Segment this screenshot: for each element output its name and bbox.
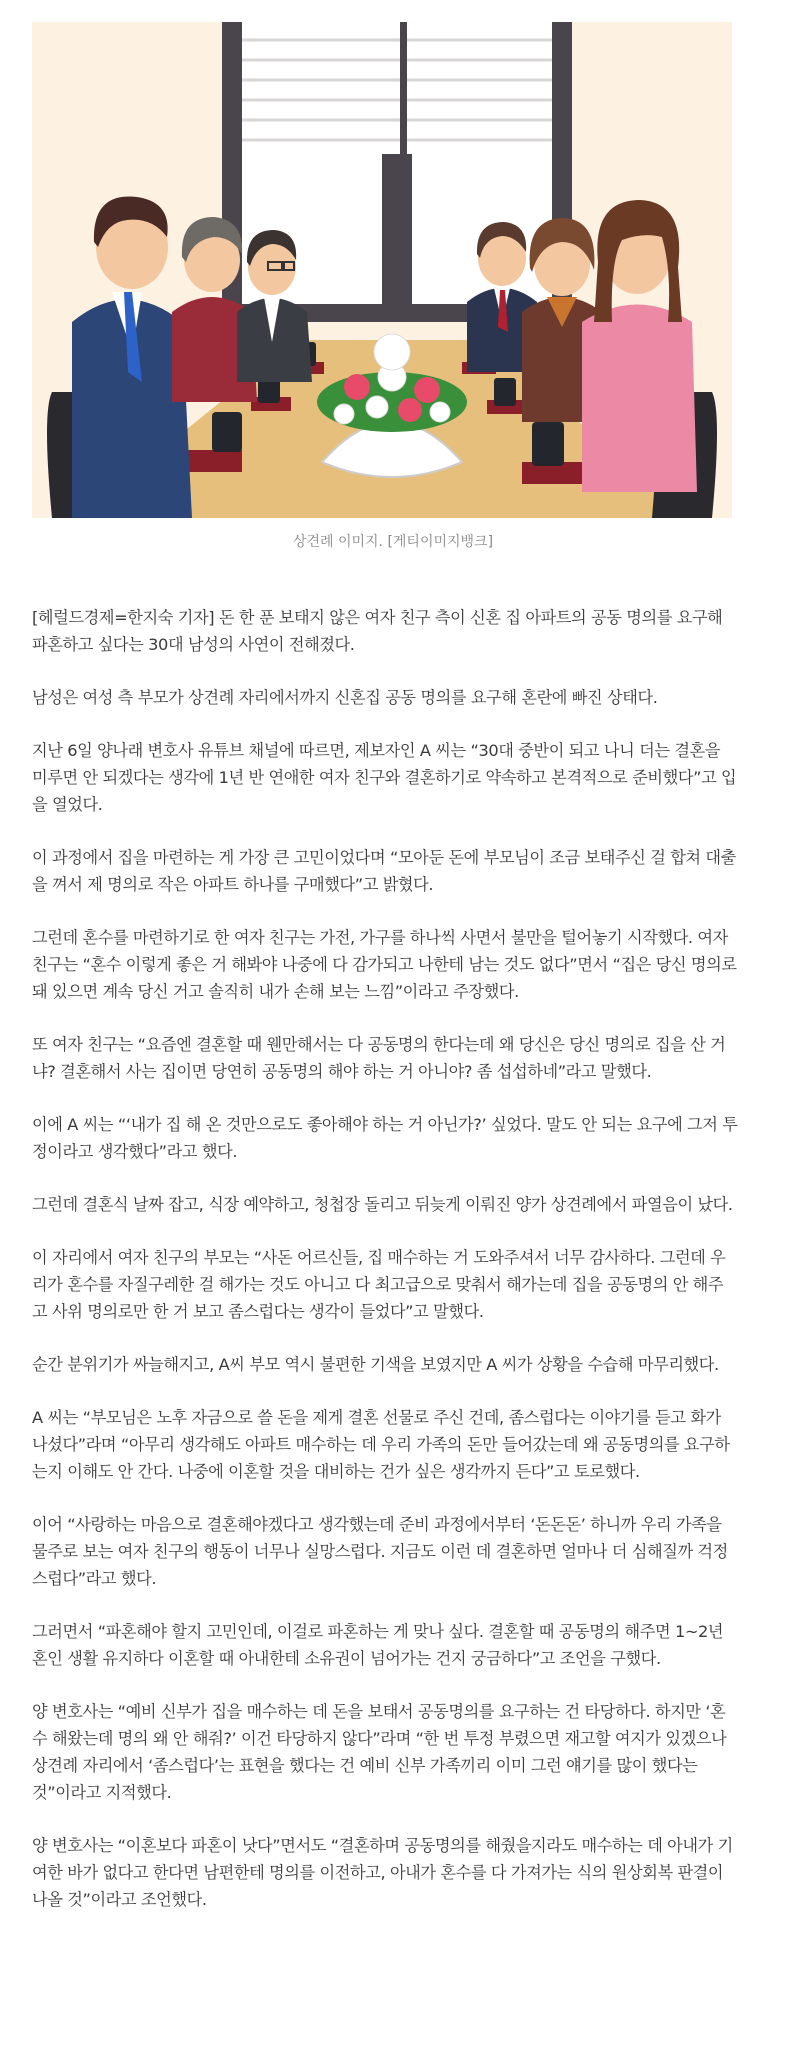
article-paragraph: 이에 A 씨는 “‘내가 집 해 온 것만으로도 좋아해야 하는 거 아닌가?’ 싶었다. 말도 안 되는 요구에 그저 투정이라고 생각했다”라고 했다. — [32, 1115, 738, 1161]
article-paragraph: 지난 6일 양나래 변호사 유튜브 채널에 따르면, 제보자인 A 씨는 “30대 중반이 되고 나니 더는 결혼을 미루면 안 되겠다는 생각에 1년 반 연애한 여자 친구와 결혼하기로 약속하고 본격적으로 준비했다”고 입을 열었다. — [32, 741, 737, 814]
article-paragraph: 남성은 여성 측 부모가 상견례 자리에서까지 신혼집 공동 명의를 요구해 혼란에 빠진 상태다. — [32, 688, 658, 707]
image-caption: 상견례 이미지. [게티이미지뱅크] — [292, 534, 494, 550]
article-paragraph: 그런데 혼수를 마련하기로 한 여자 친구는 가전, 가구를 하나씩 사면서 불만을 털어놓기 시작했다. 여자 친구는 “혼수 이렇게 좋은 거 해봐야 나중에 다 감가되고 나한테 남는 것도 없다”면서 “집은 당신 명의로 돼 있으면 계속 당신 거고 솔직히 내가 손해 보는 느낌”이라고 주장했다. — [32, 928, 737, 1001]
article-body — [32, 604, 738, 1939]
article-paragraph: 이 과정에서 집을 마련하는 게 가장 큰 고민이었다며 “모아둔 돈에 부모님이 조금 보태주신 걸 합쳐 대출을 껴서 제 명의로 작은 아파트 하나를 구매했다”고 밝혔다. — [32, 848, 736, 894]
article-paragraph: 이어 “사랑하는 마음으로 결혼해야겠다고 생각했는데 준비 과정에서부터 ‘돈돈돈’ 하니까 우리 가족을 물주로 보는 여자 친구의 행동이 너무나 실망스럽다. 지금도 이런 데 결혼하면 얼마나 더 심해질까 걱정스럽다”라고 했다. — [32, 1515, 728, 1588]
article-illustration — [32, 22, 732, 518]
article-paragraph: [헤럴드경제=한지숙 기자] 돈 한 푼 보태지 않은 여자 친구 측이 신혼 집 아파트의 공동 명의를 요구해 파혼하고 싶다는 30대 남성의 사연이 전해졌다. — [32, 608, 723, 654]
article-paragraph: A 씨는 “부모님은 노후 자금으로 쓸 돈을 제게 결혼 선물로 주신 건데, 좀스럽다는 이야기를 듣고 화가 나셨다”라며 “아무리 생각해도 아파트 매수하는 데 우리 가족의 돈만 들어갔는데 왜 공동명의를 요구하는지 이해도 안 간다. 나중에 이혼할 것을 대비하는 건가 싶은 생각까지 든다”고 토로했다. — [32, 1408, 730, 1481]
article-paragraph: 순간 분위기가 싸늘해지고, A씨 부모 역시 불편한 기색을 보였지만 A 씨가 상황을 수습해 마무리했다. — [32, 1355, 719, 1374]
article-paragraph: 양 변호사는 “이혼보다 파혼이 낫다”면서도 “결혼하며 공동명의를 해줬을지라도 매수하는 데 아내가 기여한 바가 없다고 한다면 남편한테 명의를 이전하고, 아내가 혼수를 다 가져가는 식의 원상회복 판결이 나올 것”이라고 조언했다. — [32, 1836, 733, 1909]
meeting-illustration — [32, 22, 732, 518]
window-blinds — [242, 22, 552, 154]
article-paragraph: 이 자리에서 여자 친구의 부모는 “사돈 어르신들, 집 매수하는 거 도와주셔서 너무 감사하다. 그런데 우리가 혼수를 자질구레한 걸 해가는 것도 아니고 다 최고급으로 맞춰서 해가는데 집을 공동명의 안 해주고 사위 명의로만 한 거 보고 좀스럽다는 생각이 들었다”고 말했다. — [32, 1248, 726, 1321]
article-paragraph: 양 변호사는 “예비 신부가 집을 매수하는 데 돈을 보태서 공동명의를 요구하는 건 타당하다. 하지만 ‘혼수 해왔는데 명의 왜 안 해줘?’ 이건 타당하지 않다”라며 “한 번 투정 부렸으면 재고할 여지가 있겠으나 상견례 자리에서 ‘좀스럽다’는 표현을 했다는 건 예비 신부 가족끼리 이미 그런 얘기를 많이 했다는 것”이라고 지적했다. — [32, 1702, 727, 1802]
article-paragraph: 그런데 결혼식 날짜 잡고, 식장 예약하고, 청첩장 돌리고 뒤늦게 이뤄진 양가 상견례에서 파열음이 났다. — [32, 1195, 733, 1214]
article-paragraph: 또 여자 친구는 “요즘엔 결혼할 때 웬만해서는 다 공동명의 한다는데 왜 당신은 당신 명의로 집을 산 거냐? 결혼해서 사는 집이면 당연히 공동명의 해야 하는 거 아니야? 좀 섭섭하네”라고 말했다. — [32, 1035, 726, 1081]
article-paragraph: 그러면서 “파혼해야 할지 고민인데, 이걸로 파혼하는 게 맞나 싶다. 결혼할 때 공동명의 해주면 1~2년 혼인 생활 유지하다 이혼할 때 아내한테 소유권이 넘어가는 건지 궁금하다”고 조언을 구했다. — [32, 1622, 724, 1668]
